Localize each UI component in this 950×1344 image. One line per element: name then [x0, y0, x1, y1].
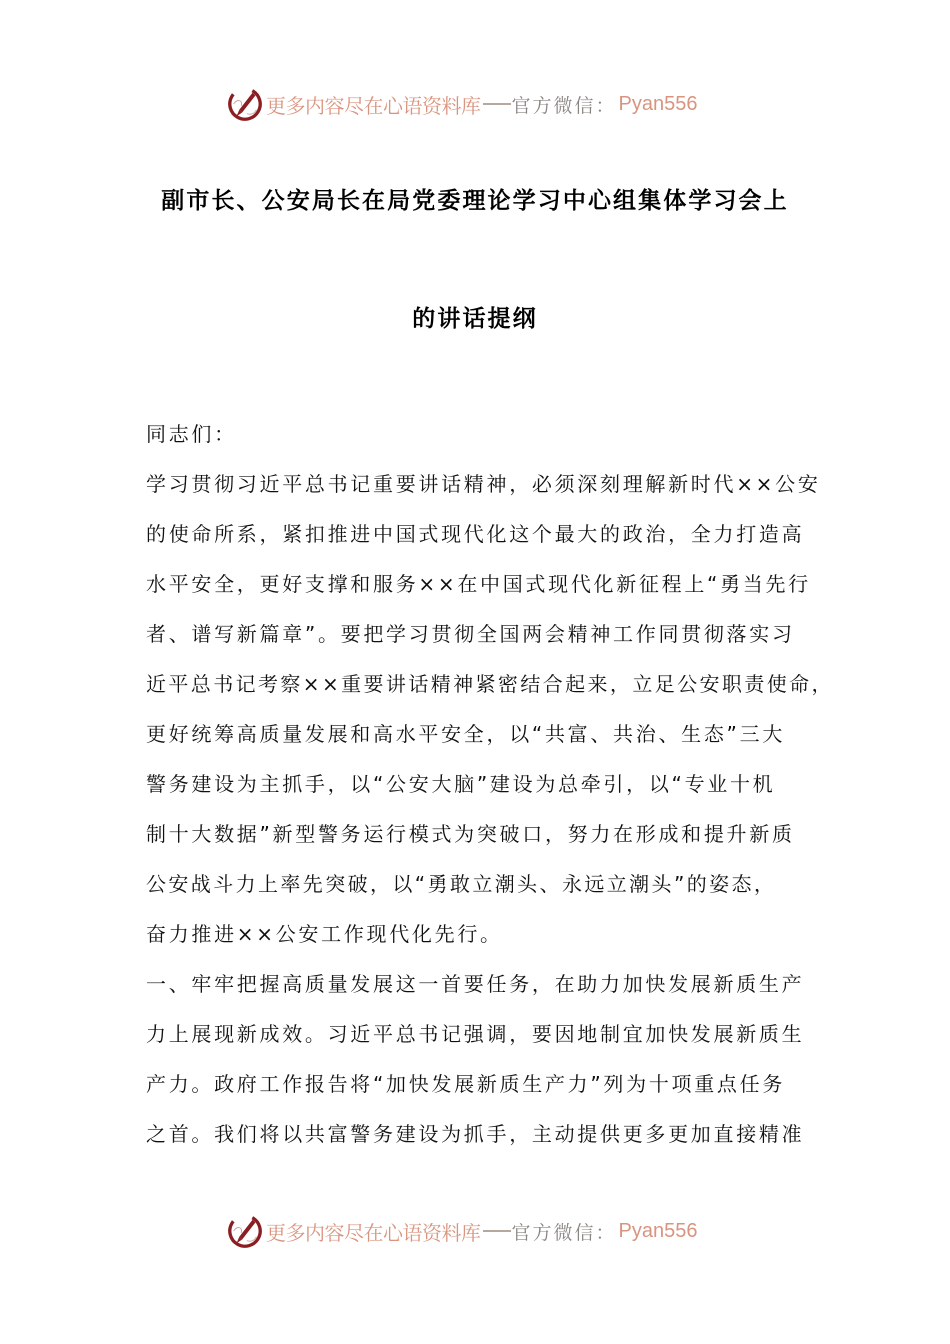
- body-line: 者、谱写新篇章”。要把学习贯彻全国两会精神工作同贯彻落实习: [146, 622, 795, 646]
- watermark-wechat-id: Pyan556: [618, 92, 698, 115]
- body-line: 学习贯彻习近平总书记重要讲话精神，必须深刻理解新时代××公安: [146, 472, 821, 496]
- body-line: 警务建设为主抓手，以“公安大脑”建设为总牵引，以“专业十机: [146, 772, 776, 796]
- document-title-line-2: 的讲话提纲: [412, 306, 538, 332]
- watermark-dash: [483, 103, 511, 105]
- body-line: 之首。我们将以共富警务建设为抓手，主动提供更多更加直接精准: [146, 1122, 805, 1146]
- body-line: 力上展现新成效。习近平总书记强调，要因地制宜加快发展新质生: [146, 1022, 805, 1046]
- watermark-wechat-label: 官方微信：: [511, 94, 617, 117]
- body-line: 公安战斗力上率先突破，以“勇敢立潮头、永远立潮头”的姿态，: [146, 872, 777, 896]
- body-line: 更好统筹高质量发展和高水平安全，以“共富、共治、生态”三大: [146, 722, 786, 746]
- watermark-wechat-label: 官方微信：: [511, 1221, 617, 1244]
- document-body: [146, 418, 834, 1168]
- body-line: 水平安全，更好支撑和服务××在中国式现代化新征程上“勇当先行: [146, 572, 811, 596]
- salutation: 同志们：: [146, 422, 237, 446]
- quill-pen-logo-icon: [226, 85, 264, 123]
- watermark-site-name: 更多内容尽在心语资料库: [266, 1220, 481, 1245]
- body-line: 奋力推进××公安工作现代化先行。: [146, 922, 503, 946]
- document-title-line-1: 副市长、公安局长在局党委理论学习中心组集体学习会上: [161, 188, 789, 214]
- watermark-wechat-id: Pyan556: [618, 1219, 698, 1242]
- watermark-dash: [483, 1230, 511, 1232]
- body-line: 近平总书记考察××重要讲话精神紧密结合起来，立足公安职责使命，: [146, 672, 834, 696]
- body-line: 一、牢牢把握高质量发展这一首要任务，在助力加快发展新质生产: [146, 972, 805, 996]
- body-line: 制十大数据”新型警务运行模式为突破口，努力在形成和提升新质: [146, 822, 795, 846]
- header-watermark: [226, 84, 726, 124]
- body-line: 产力。政府工作报告将“加快发展新质生产力”列为十项重点任务: [146, 1072, 786, 1096]
- watermark-site-name: 更多内容尽在心语资料库: [266, 93, 481, 118]
- body-line: 的使命所系，紧扣推进中国式现代化这个最大的政治，全力打造高: [146, 522, 805, 546]
- quill-pen-logo-icon: [226, 1212, 264, 1250]
- footer-watermark: [226, 1211, 726, 1251]
